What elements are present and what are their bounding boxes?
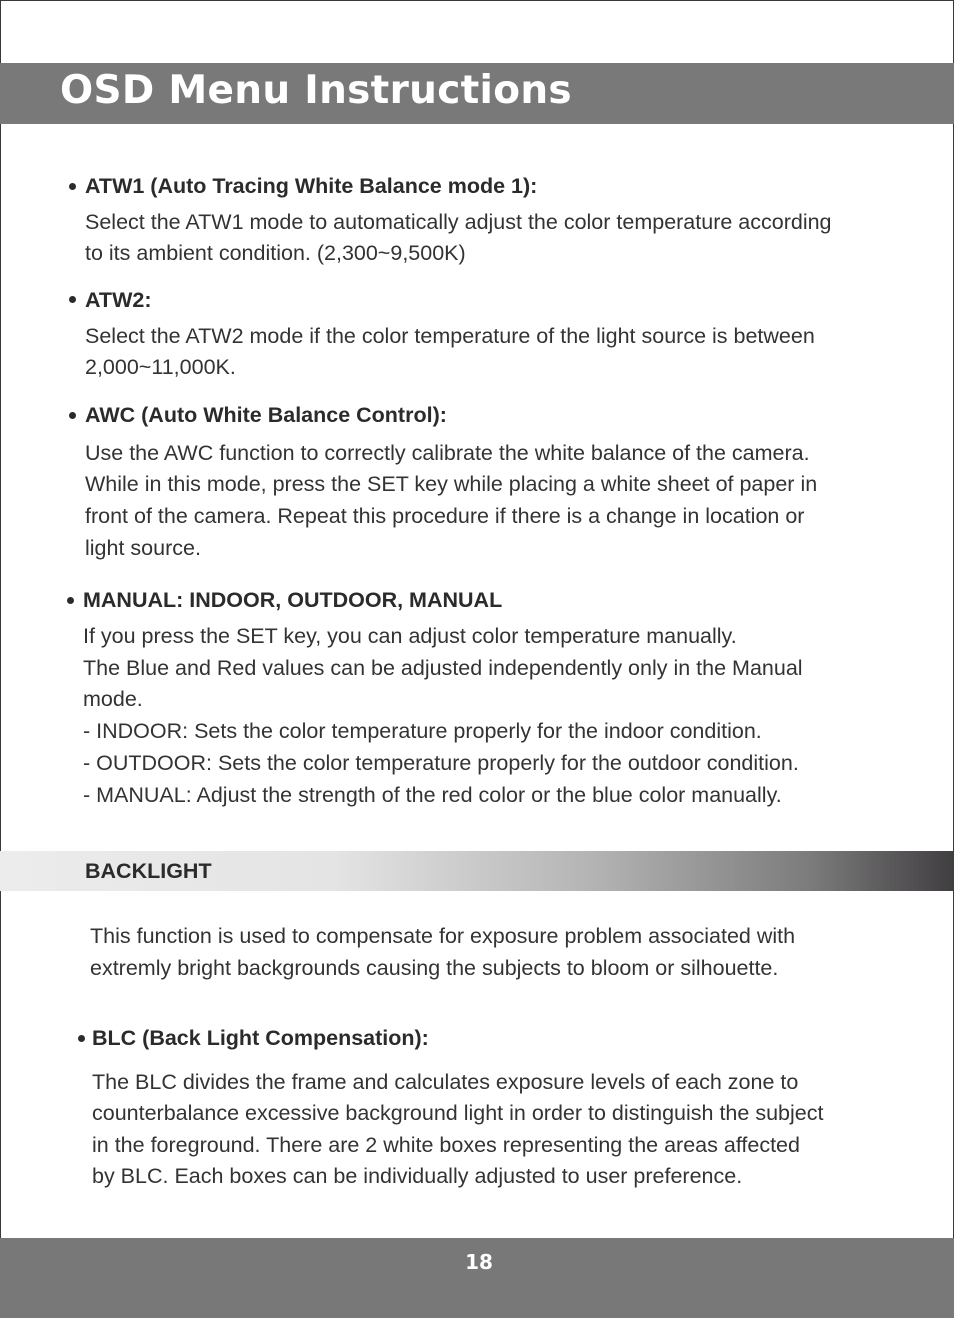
body-text: The BLC divides the frame and calculates exposure levels of each zone to (92, 1070, 799, 1094)
body-text: by BLC. Each boxes can be individually adjusted to user preference. (92, 1164, 743, 1188)
section-heading: ATW2: (85, 288, 152, 312)
bullet-icon (69, 296, 76, 303)
body-text: While in this mode, press the SET key while placing a white sheet of paper in (85, 472, 818, 496)
body-text: to its ambient condition. (2,300~9,500K) (85, 241, 466, 265)
body-text: - INDOOR: Sets the color temperature properly for the indoor condition. (83, 719, 762, 743)
body-text: 2,000~11,000K. (85, 355, 236, 379)
backlight-intro-text: This function is used to compensate for exposure problem associated with (90, 924, 796, 948)
backlight-intro-text: extremly bright backgrounds causing the subjects to bloom or silhouette. (90, 956, 779, 980)
bullet-icon (69, 183, 76, 190)
bullet-icon (78, 1035, 85, 1042)
section-heading: MANUAL: INDOOR, OUTDOOR, MANUAL (83, 588, 503, 612)
body-text: counterbalance excessive background light in order to distinguish the subject (92, 1101, 824, 1125)
body-text: Select the ATW2 mode if the color temperature of the light source is between (85, 324, 815, 348)
body-text: light source. (85, 536, 201, 560)
body-text: The Blue and Red values can be adjusted independently only in the Manual (83, 656, 803, 680)
page-number: 18 (465, 1250, 493, 1274)
bullet-icon (69, 412, 76, 419)
body-text: Use the AWC function to correctly calibrate the white balance of the camera. (85, 441, 810, 465)
section-heading: BLC (Back Light Compensation): (92, 1026, 429, 1050)
backlight-title: BACKLIGHT (85, 859, 212, 883)
body-text: Select the ATW1 mode to automatically adjust the color temperature according (85, 210, 832, 234)
body-text: - OUTDOOR: Sets the color temperature properly for the outdoor condition. (83, 751, 799, 775)
body-text: - MANUAL: Adjust the strength of the red color or the blue color manually. (83, 783, 782, 807)
section-heading: ATW1 (Auto Tracing White Balance mode 1): (85, 174, 538, 198)
section-heading: AWC (Auto White Balance Control): (85, 403, 447, 427)
body-text: in the foreground. There are 2 white boxes representing the areas affected (92, 1133, 800, 1157)
page-title: OSD Menu Instructions (60, 68, 572, 113)
body-text: If you press the SET key, you can adjust color temperature manually. (83, 624, 737, 648)
bullet-icon (67, 597, 74, 604)
body-text: front of the camera. Repeat this procedure if there is a change in location or (85, 504, 805, 528)
body-text: mode. (83, 687, 143, 711)
